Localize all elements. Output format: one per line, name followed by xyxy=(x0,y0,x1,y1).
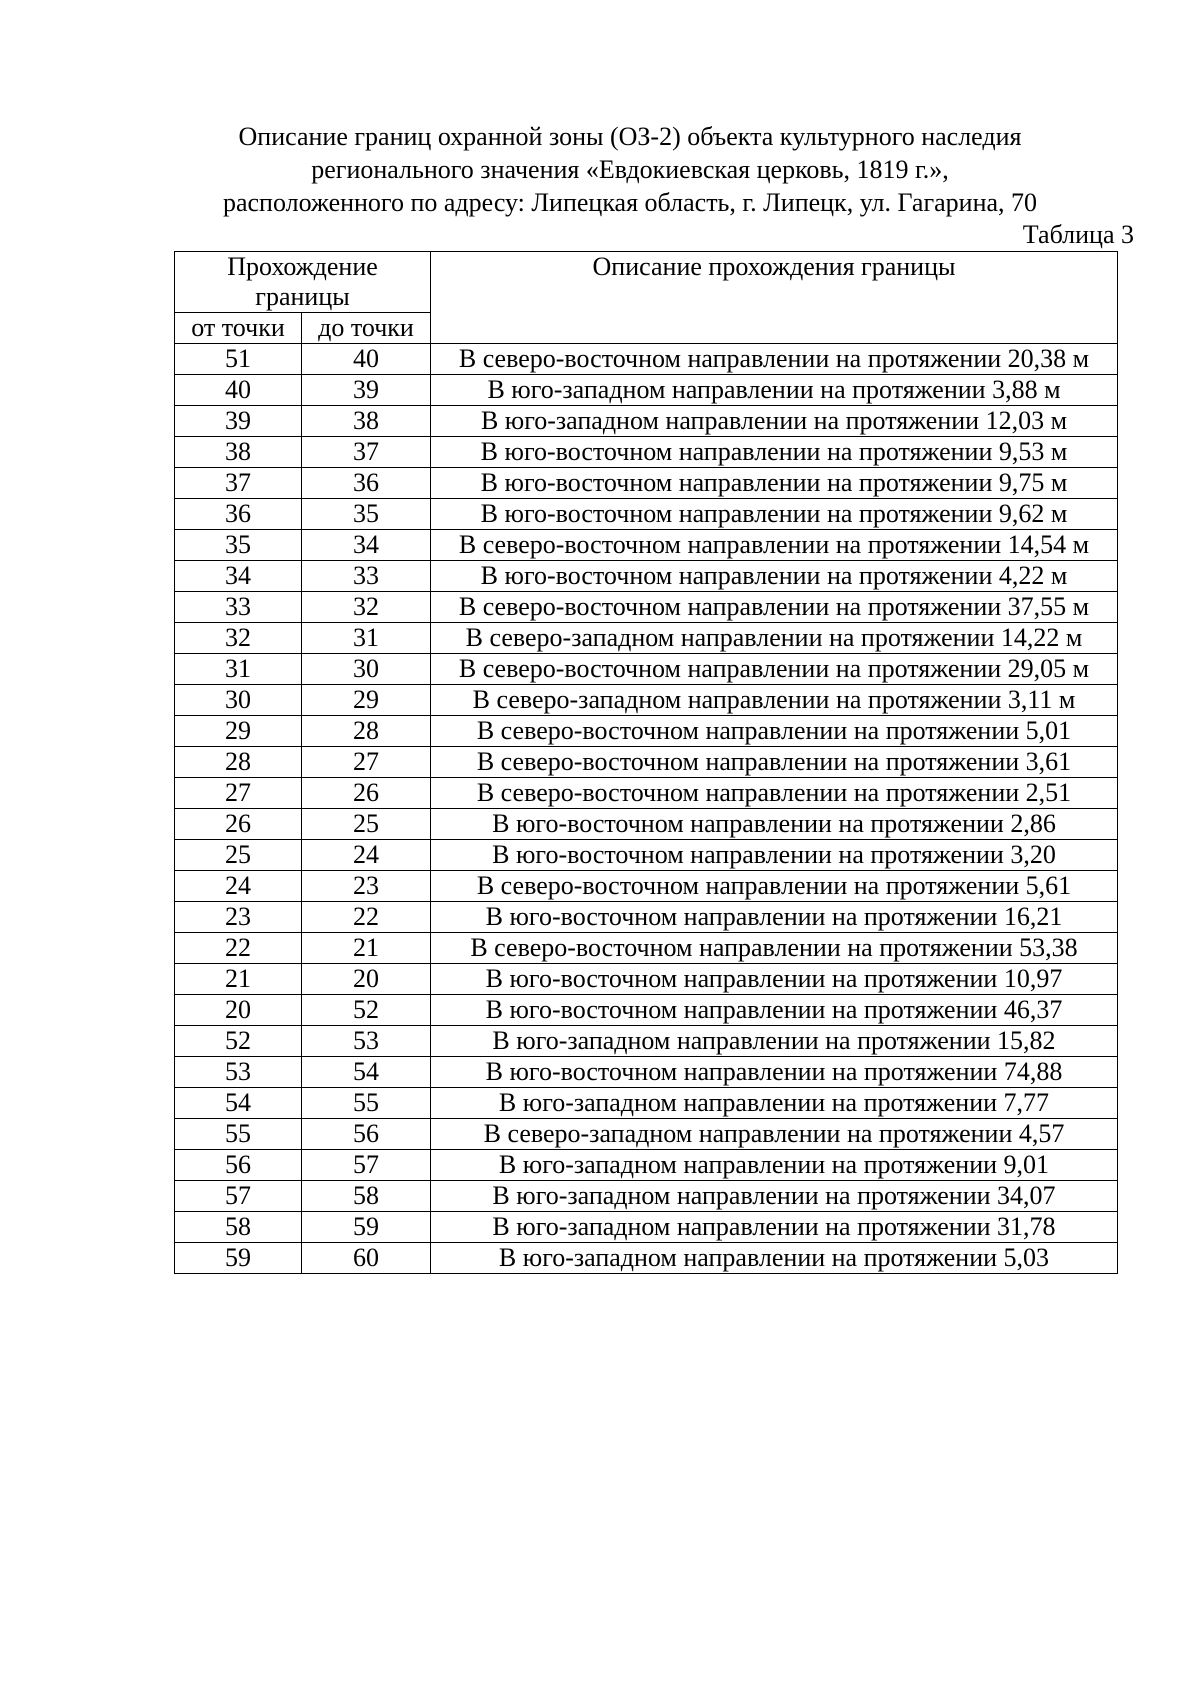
cell-from-point: 29 xyxy=(175,716,302,747)
document-title xyxy=(150,120,1110,219)
header-to-point: до точки xyxy=(302,313,431,344)
title-line-2: регионального значения «Евдокиевская церковь, 1819 г.», xyxy=(311,155,949,184)
cell-to-point: 27 xyxy=(302,747,431,778)
cell-description: В северо-восточном направлении на протяжении 2,51 xyxy=(431,778,1118,809)
cell-to-point: 25 xyxy=(302,809,431,840)
table-row xyxy=(175,1181,1118,1212)
cell-to-point: 26 xyxy=(302,778,431,809)
table-row xyxy=(175,654,1118,685)
table-row xyxy=(175,995,1118,1026)
cell-description: В северо-западном направлении на протяжении 4,57 xyxy=(431,1119,1118,1150)
cell-description: В юго-западном направлении на протяжении 12,03 м xyxy=(431,406,1118,437)
cell-to-point: 23 xyxy=(302,871,431,902)
cell-from-point: 33 xyxy=(175,592,302,623)
title-line-1: Описание границ охранной зоны (ОЗ-2) объекта культурного наследия xyxy=(238,122,1022,151)
cell-description: В северо-восточном направлении на протяжении 37,55 м xyxy=(431,592,1118,623)
cell-to-point: 36 xyxy=(302,468,431,499)
table-row xyxy=(175,933,1118,964)
table-row xyxy=(175,871,1118,902)
cell-to-point: 56 xyxy=(302,1119,431,1150)
cell-from-point: 51 xyxy=(175,344,302,375)
table-row xyxy=(175,1150,1118,1181)
table-row xyxy=(175,747,1118,778)
table-row xyxy=(175,437,1118,468)
cell-from-point: 39 xyxy=(175,406,302,437)
header-boundary-passage: Прохождение границы xyxy=(175,252,431,313)
table-row xyxy=(175,1026,1118,1057)
cell-from-point: 54 xyxy=(175,1088,302,1119)
cell-description: В северо-восточном направлении на протяжении 5,61 xyxy=(431,871,1118,902)
table-row xyxy=(175,1057,1118,1088)
cell-description: В юго-западном направлении на протяжении 5,03 xyxy=(431,1243,1118,1274)
table-row xyxy=(175,1243,1118,1274)
cell-description: В юго-восточном направлении на протяжении 9,53 м xyxy=(431,437,1118,468)
table-row xyxy=(175,716,1118,747)
cell-from-point: 38 xyxy=(175,437,302,468)
cell-description: В юго-восточном направлении на протяжении 46,37 xyxy=(431,995,1118,1026)
cell-description: В северо-восточном направлении на протяжении 5,01 xyxy=(431,716,1118,747)
table-row xyxy=(175,809,1118,840)
cell-description: В северо-восточном направлении на протяжении 3,61 xyxy=(431,747,1118,778)
cell-description: В северо-восточном направлении на протяжении 53,38 xyxy=(431,933,1118,964)
cell-to-point: 54 xyxy=(302,1057,431,1088)
cell-to-point: 32 xyxy=(302,592,431,623)
table-row xyxy=(175,530,1118,561)
cell-description: В юго-восточном направлении на протяжении 3,20 xyxy=(431,840,1118,871)
cell-to-point: 24 xyxy=(302,840,431,871)
cell-description: В юго-восточном направлении на протяжении 9,75 м xyxy=(431,468,1118,499)
cell-to-point: 20 xyxy=(302,964,431,995)
table-row xyxy=(175,344,1118,375)
cell-description: В юго-западном направлении на протяжении 7,77 xyxy=(431,1088,1118,1119)
cell-description: В юго-западном направлении на протяжении 34,07 xyxy=(431,1181,1118,1212)
cell-description: В юго-западном направлении на протяжении 9,01 xyxy=(431,1150,1118,1181)
cell-to-point: 40 xyxy=(302,344,431,375)
cell-description: В юго-западном направлении на протяжении 31,78 xyxy=(431,1212,1118,1243)
cell-description: В северо-западном направлении на протяжении 14,22 м xyxy=(431,623,1118,654)
cell-to-point: 33 xyxy=(302,561,431,592)
cell-from-point: 23 xyxy=(175,902,302,933)
cell-description: В северо-восточном направлении на протяжении 14,54 м xyxy=(431,530,1118,561)
cell-to-point: 28 xyxy=(302,716,431,747)
table-row xyxy=(175,902,1118,933)
table-row xyxy=(175,561,1118,592)
table-body xyxy=(175,344,1118,1274)
table-row xyxy=(175,375,1118,406)
cell-to-point: 58 xyxy=(302,1181,431,1212)
cell-to-point: 39 xyxy=(302,375,431,406)
table-row xyxy=(175,623,1118,654)
cell-to-point: 59 xyxy=(302,1212,431,1243)
cell-to-point: 35 xyxy=(302,499,431,530)
table-row xyxy=(175,840,1118,871)
table-row xyxy=(175,964,1118,995)
header-description: Описание прохождения границы xyxy=(431,252,1118,344)
table-row xyxy=(175,499,1118,530)
cell-from-point: 30 xyxy=(175,685,302,716)
cell-from-point: 37 xyxy=(175,468,302,499)
cell-to-point: 37 xyxy=(302,437,431,468)
table-label: Таблица 3 xyxy=(1022,220,1134,249)
cell-description: В юго-восточном направлении на протяжении 9,62 м xyxy=(431,499,1118,530)
cell-from-point: 24 xyxy=(175,871,302,902)
cell-description: В северо-восточном направлении на протяжении 29,05 м xyxy=(431,654,1118,685)
cell-description: В северо-западном направлении на протяжении 3,11 м xyxy=(431,685,1118,716)
table-row xyxy=(175,778,1118,809)
table-row xyxy=(175,468,1118,499)
cell-to-point: 22 xyxy=(302,902,431,933)
cell-from-point: 52 xyxy=(175,1026,302,1057)
cell-to-point: 30 xyxy=(302,654,431,685)
cell-from-point: 59 xyxy=(175,1243,302,1274)
cell-from-point: 55 xyxy=(175,1119,302,1150)
table-header-row xyxy=(175,252,1118,313)
cell-to-point: 52 xyxy=(302,995,431,1026)
cell-description: В юго-западном направлении на протяжении 3,88 м xyxy=(431,375,1118,406)
cell-from-point: 26 xyxy=(175,809,302,840)
cell-from-point: 58 xyxy=(175,1212,302,1243)
table-row xyxy=(175,406,1118,437)
cell-from-point: 56 xyxy=(175,1150,302,1181)
cell-from-point: 32 xyxy=(175,623,302,654)
table-row xyxy=(175,1212,1118,1243)
cell-description: В северо-восточном направлении на протяжении 20,38 м xyxy=(431,344,1118,375)
cell-from-point: 35 xyxy=(175,530,302,561)
cell-from-point: 20 xyxy=(175,995,302,1026)
cell-description: В юго-западном направлении на протяжении 15,82 xyxy=(431,1026,1118,1057)
cell-to-point: 21 xyxy=(302,933,431,964)
table-row xyxy=(175,685,1118,716)
cell-from-point: 53 xyxy=(175,1057,302,1088)
cell-to-point: 29 xyxy=(302,685,431,716)
boundary-table xyxy=(174,251,1118,1274)
cell-to-point: 38 xyxy=(302,406,431,437)
cell-from-point: 21 xyxy=(175,964,302,995)
cell-from-point: 57 xyxy=(175,1181,302,1212)
cell-to-point: 55 xyxy=(302,1088,431,1119)
cell-description: В юго-восточном направлении на протяжении 2,86 xyxy=(431,809,1118,840)
cell-from-point: 36 xyxy=(175,499,302,530)
cell-to-point: 60 xyxy=(302,1243,431,1274)
table-row xyxy=(175,1119,1118,1150)
header-from-point: от точки xyxy=(175,313,302,344)
table-row xyxy=(175,1088,1118,1119)
cell-from-point: 22 xyxy=(175,933,302,964)
cell-from-point: 25 xyxy=(175,840,302,871)
cell-from-point: 31 xyxy=(175,654,302,685)
cell-from-point: 40 xyxy=(175,375,302,406)
cell-description: В юго-восточном направлении на протяжении 16,21 xyxy=(431,902,1118,933)
cell-description: В юго-восточном направлении на протяжении 10,97 xyxy=(431,964,1118,995)
cell-to-point: 31 xyxy=(302,623,431,654)
cell-description: В юго-восточном направлении на протяжении 74,88 xyxy=(431,1057,1118,1088)
cell-to-point: 53 xyxy=(302,1026,431,1057)
cell-from-point: 34 xyxy=(175,561,302,592)
table-row xyxy=(175,592,1118,623)
cell-to-point: 57 xyxy=(302,1150,431,1181)
cell-from-point: 28 xyxy=(175,747,302,778)
title-line-3: расположенного по адресу: Липецкая область, г. Липецк, ул. Гагарина, 70 xyxy=(222,188,1038,217)
cell-to-point: 34 xyxy=(302,530,431,561)
cell-description: В юго-восточном направлении на протяжении 4,22 м xyxy=(431,561,1118,592)
cell-from-point: 27 xyxy=(175,778,302,809)
